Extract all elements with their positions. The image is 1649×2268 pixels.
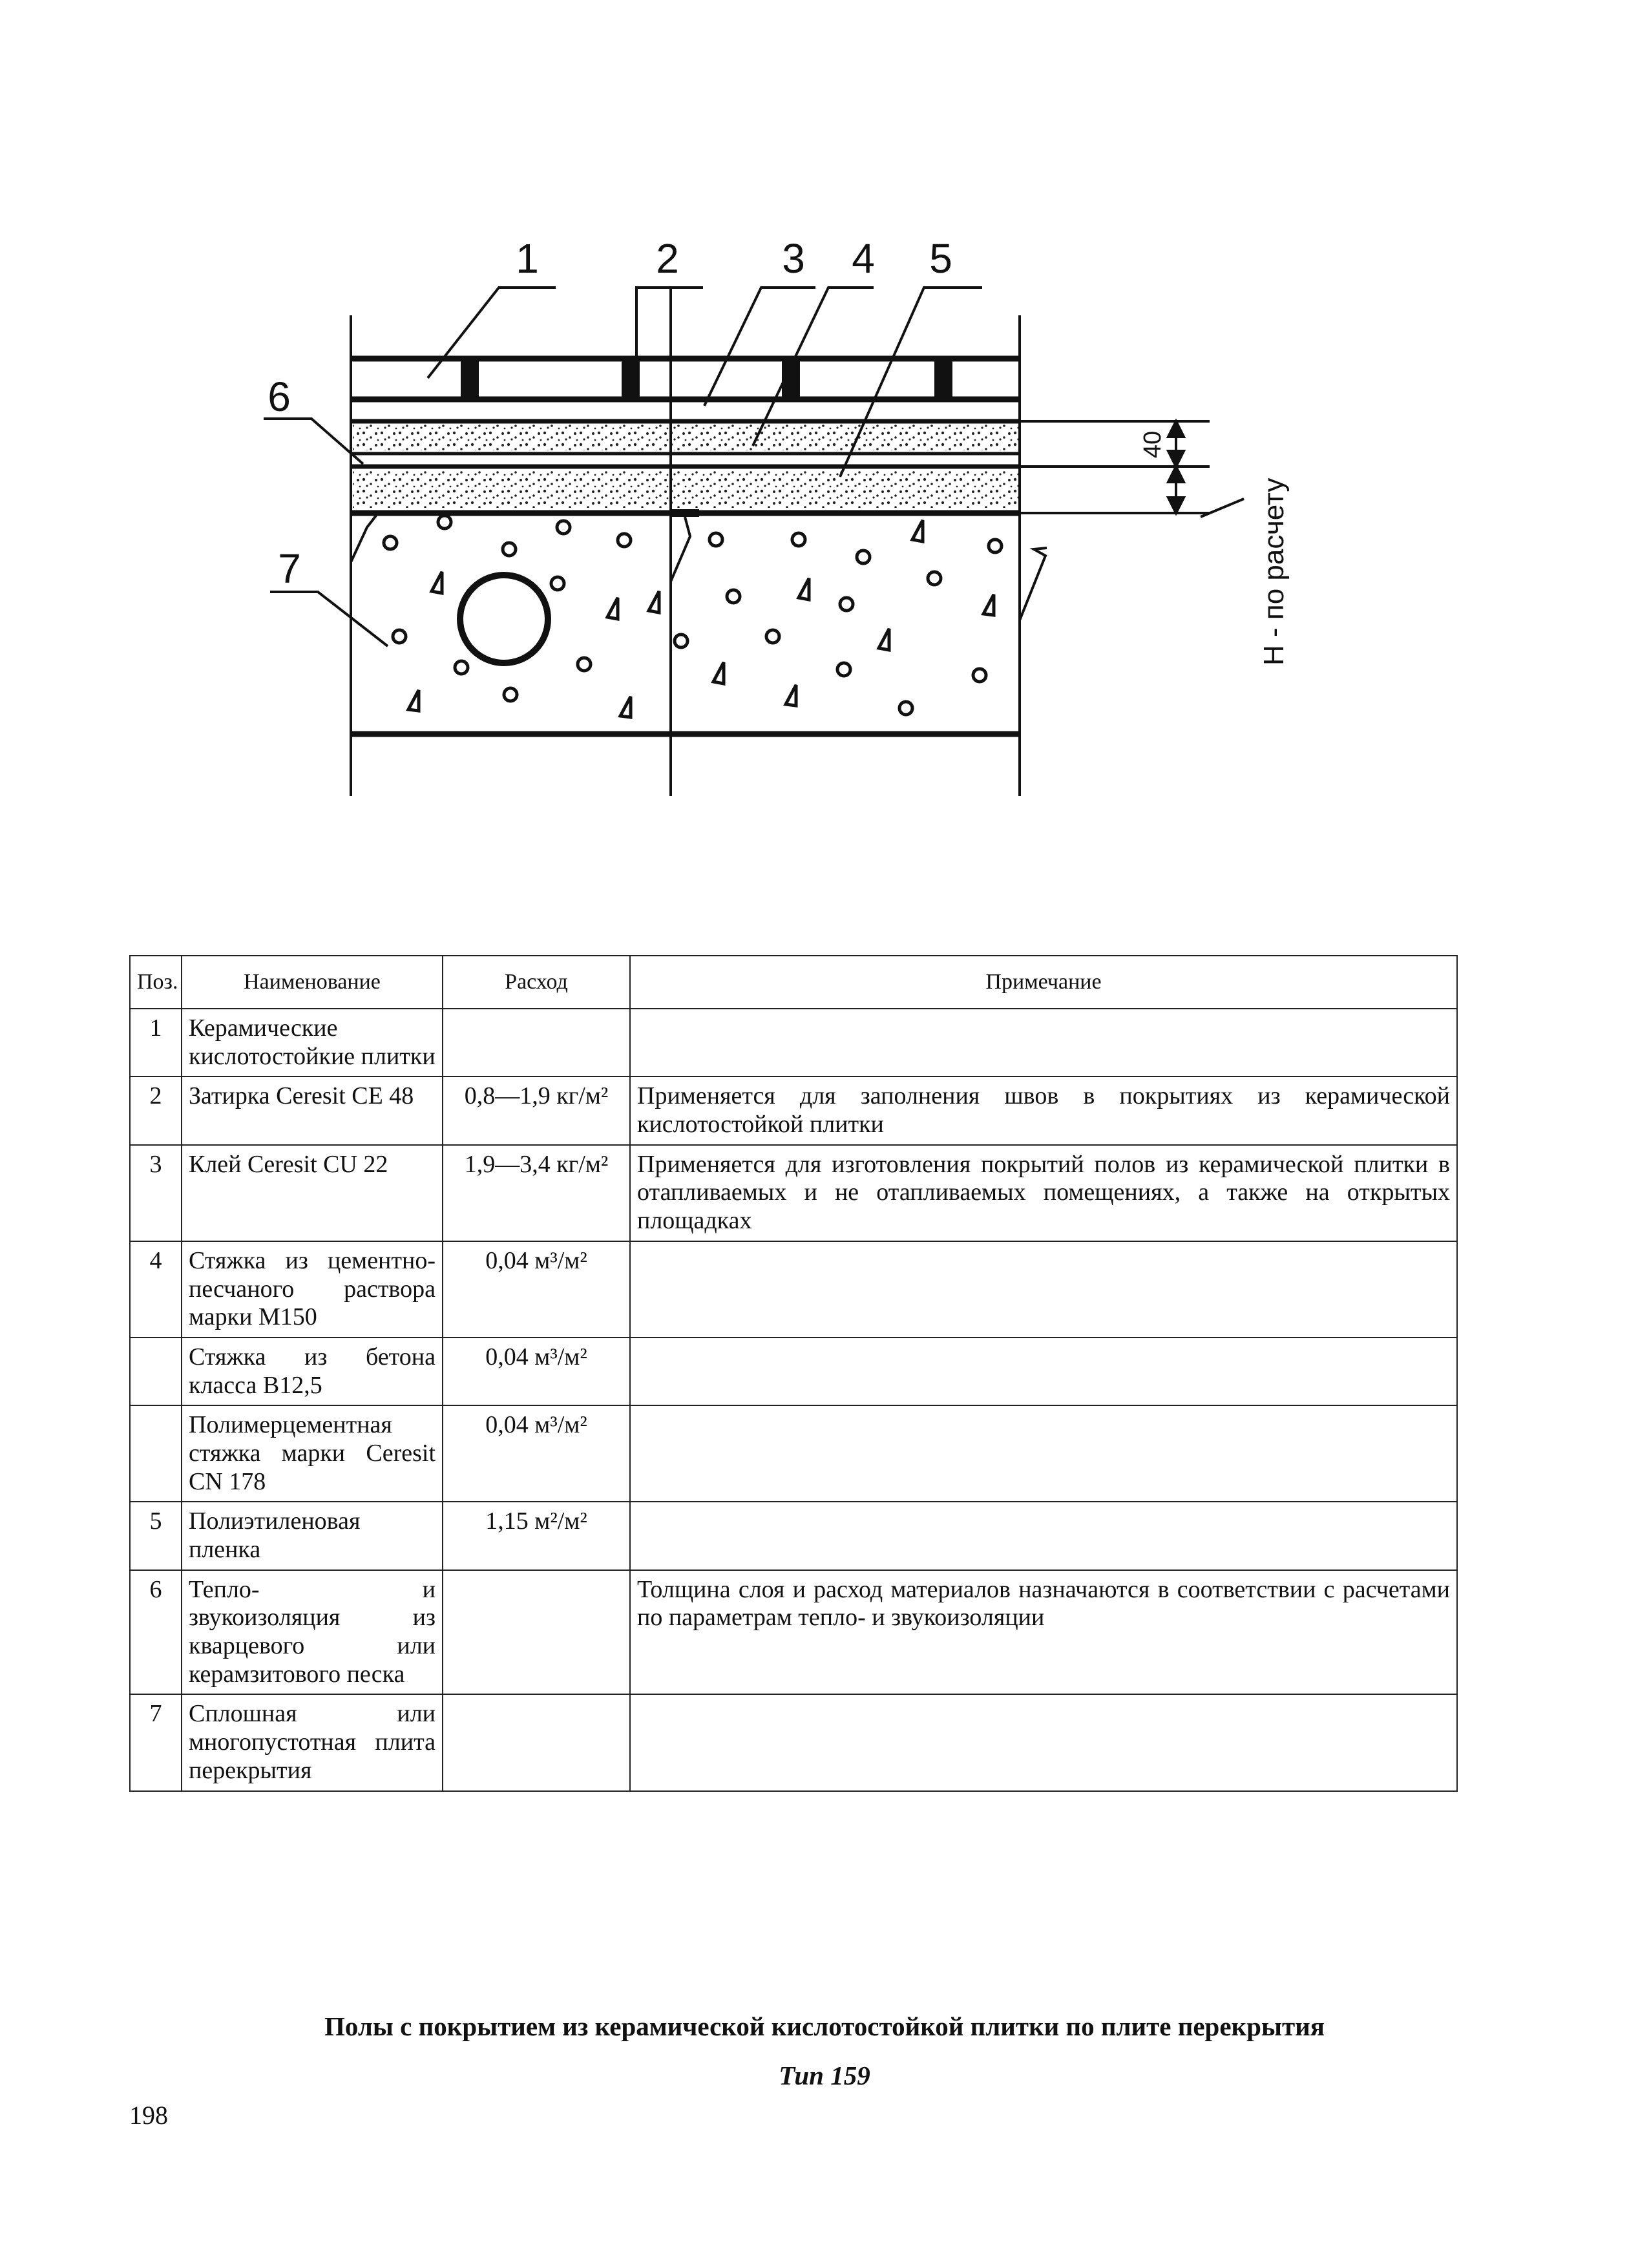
cell-pos: 3 bbox=[130, 1145, 182, 1241]
cell-name: Стяжка из цементно-песчаного раствора марки М150 bbox=[182, 1241, 443, 1338]
table-row bbox=[130, 1570, 1457, 1695]
header-name: Наименование bbox=[182, 956, 443, 1009]
callout-4: 4 bbox=[852, 235, 875, 282]
height-label: H - по расчету bbox=[1258, 478, 1290, 666]
callout-3: 3 bbox=[782, 235, 805, 282]
cell-note bbox=[630, 1405, 1457, 1502]
cell-note: Применяется для заполнения швов в покрытиях из керамической кислотостойкой плитки bbox=[630, 1076, 1457, 1144]
cell-name: Тепло- и звукоизоляция из кварцевого или керамзитового песка bbox=[182, 1570, 443, 1695]
cell-name: Клей Ceresit CU 22 bbox=[182, 1145, 443, 1241]
cell-note: Применяется для изготовления покрытий полов из керамической плитки в отапливаемых и не отапливаемых помещениях, а также на открытых площадках bbox=[630, 1145, 1457, 1241]
cell-pos: 5 bbox=[130, 1502, 182, 1570]
cell-amount bbox=[443, 1570, 630, 1695]
cell-note bbox=[630, 1338, 1457, 1405]
table-row bbox=[130, 1009, 1457, 1076]
cell-pos: 6 bbox=[130, 1570, 182, 1695]
cell-name: Керамические кислотостойкие плитки bbox=[182, 1009, 443, 1076]
cell-name: Сплошная или многопустотная плита перекрытия bbox=[182, 1694, 443, 1790]
cell-amount: 1,15 м²/м² bbox=[443, 1502, 630, 1570]
table-row bbox=[130, 1338, 1457, 1405]
cell-amount bbox=[443, 1694, 630, 1790]
cell-amount: 1,9—3,4 кг/м² bbox=[443, 1145, 630, 1241]
cell-pos bbox=[130, 1405, 182, 1502]
header-note: Примечание bbox=[630, 956, 1457, 1009]
specification-table bbox=[129, 955, 1458, 1792]
cell-name: Стяжка из бетона класса В12,5 bbox=[182, 1338, 443, 1405]
cell-amount: 0,04 м³/м² bbox=[443, 1405, 630, 1502]
cell-name: Затирка Ceresit CE 48 bbox=[182, 1076, 443, 1144]
table-row bbox=[130, 1076, 1457, 1144]
callout-1: 1 bbox=[516, 235, 539, 282]
callout-6: 6 bbox=[268, 373, 291, 420]
callout-7: 7 bbox=[278, 545, 301, 592]
table-row bbox=[130, 1145, 1457, 1241]
cell-pos: 4 bbox=[130, 1241, 182, 1338]
figure-caption: Полы с покрытием из керамической кислотостойкой плитки по плите перекрытия bbox=[324, 2011, 1325, 2041]
cell-name: Полимерцементная стяжка марки Ceresit CN 178 bbox=[182, 1405, 443, 1502]
table-row bbox=[130, 1694, 1457, 1790]
table-row bbox=[130, 1405, 1457, 1502]
table-header-row bbox=[130, 956, 1457, 1009]
cell-note: Толщина слоя и расход материалов назначаются в соответствии с расчетами по параметрам тепло- и звукоизоляции bbox=[630, 1570, 1457, 1695]
cell-amount bbox=[443, 1009, 630, 1076]
cell-amount: 0,8—1,9 кг/м² bbox=[443, 1076, 630, 1144]
callout-2: 2 bbox=[656, 235, 679, 282]
table-row bbox=[130, 1241, 1457, 1338]
cell-note bbox=[630, 1241, 1457, 1338]
callout-5: 5 bbox=[929, 235, 952, 282]
cell-note bbox=[630, 1009, 1457, 1076]
cell-note bbox=[630, 1502, 1457, 1570]
cell-pos: 1 bbox=[130, 1009, 182, 1076]
floor-section-drawing bbox=[0, 0, 1649, 840]
cell-name: Полиэтиленовая пленка bbox=[182, 1502, 443, 1570]
header-pos: Поз. bbox=[130, 956, 182, 1009]
cell-amount: 0,04 м³/м² bbox=[443, 1241, 630, 1338]
dimension-label: 40 bbox=[1139, 430, 1166, 459]
cell-pos: 2 bbox=[130, 1076, 182, 1144]
page-number: 198 bbox=[129, 2101, 168, 2130]
cell-amount: 0,04 м³/м² bbox=[443, 1338, 630, 1405]
cell-note bbox=[630, 1694, 1457, 1790]
figure-type: Тип 159 bbox=[779, 2061, 870, 2090]
table-row bbox=[130, 1502, 1457, 1570]
header-amount: Расход bbox=[443, 956, 630, 1009]
cell-pos bbox=[130, 1338, 182, 1405]
cell-pos: 7 bbox=[130, 1694, 182, 1790]
